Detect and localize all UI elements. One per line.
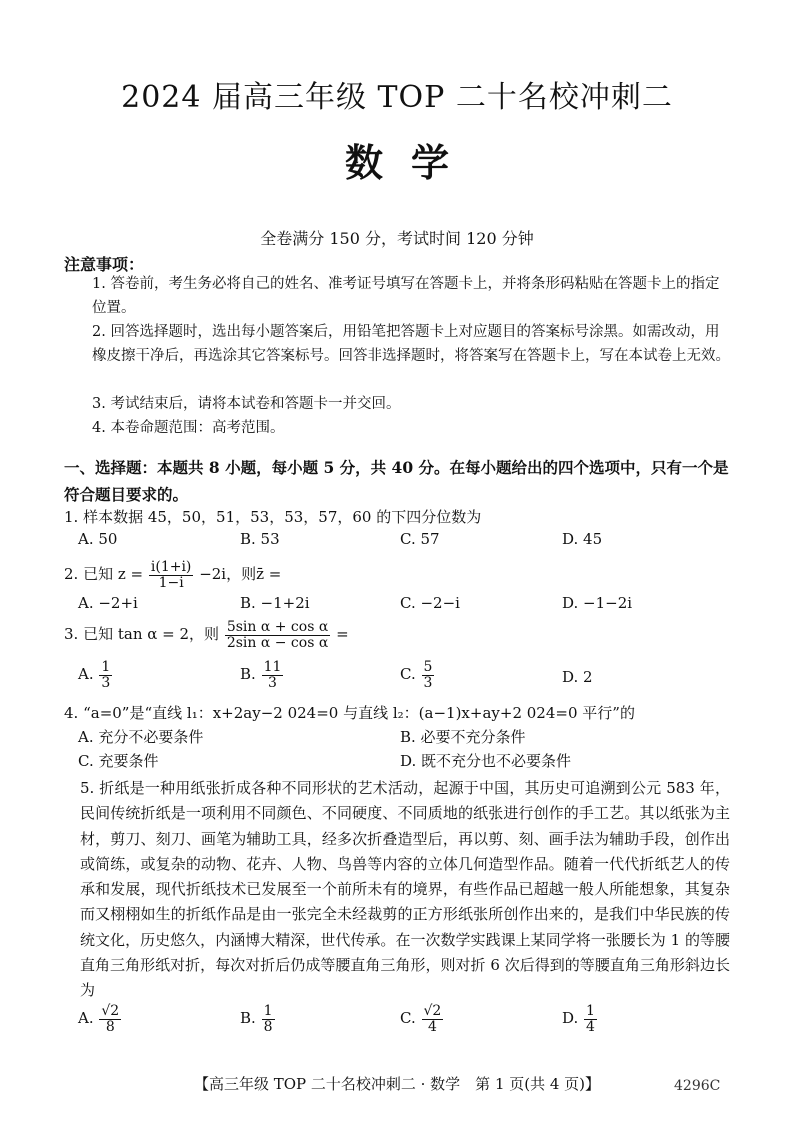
q3-stem-a: 3. 已知 tan α = 2，则: [64, 625, 220, 644]
q3-option-a-fraction: [99, 660, 112, 690]
q5-option-a-label: A.: [78, 1009, 94, 1028]
notice-item-4: 4. 本卷命题范围：高考范围。: [92, 420, 285, 436]
q3-fraction: [225, 620, 330, 650]
q5-option-d: [562, 1004, 598, 1034]
q5-option-d-num: 1: [586, 1003, 595, 1019]
notice-heading: 注意事项：: [64, 255, 145, 274]
q5-option-c-den: 4: [427, 1018, 437, 1035]
q3-option-a-label: A.: [78, 665, 94, 684]
score-line: 全卷满分 150 分，考试时间 120 分钟: [260, 229, 534, 248]
q3-option-b-den: 3: [268, 674, 277, 691]
q5-option-c-fraction: [422, 1004, 444, 1034]
q1-stem: 1. 样本数据 45，50，51，53，53，57，60 的下四分位数为: [64, 508, 482, 526]
q5-option-c: [400, 1004, 444, 1034]
section-heading: 一、选择题：本题共 8 小题，每小题 5 分，共 40 分。在每小题给出的四个选项中，只有一个是符合题目要求的。: [64, 458, 729, 504]
q2-option-a: A. −2+i: [78, 594, 138, 612]
q5-option-b: [240, 1004, 276, 1034]
q4-stem: 4. “a=0”是“直线 l₁：x+2ay−2 024=0 与直线 l₂：(a−1)x+ay+2 024=0 平行”的: [64, 704, 635, 722]
q5-option-c-label: C.: [400, 1009, 416, 1028]
q2-stem: [64, 560, 281, 590]
q3-option-b-num: 11: [263, 659, 282, 675]
q1-option-a: A. 50: [78, 530, 118, 548]
q2-frac-denominator: 1−i: [158, 574, 184, 591]
q5-option-d-label: D.: [562, 1009, 579, 1028]
q1-option-c: C. 57: [400, 530, 440, 548]
exam-title: 2024 届高三年级 TOP 二十名校冲刺二: [121, 80, 673, 115]
q3-option-c-label: C.: [400, 665, 416, 684]
q3-option-c: [400, 660, 435, 690]
q3-option-c-num: 5: [423, 659, 433, 675]
notice-item-3: 3. 考试结束后，请将本试卷和答题卡一并交回。: [92, 396, 401, 412]
q3-stem-b: =: [336, 625, 349, 644]
q4-option-c: C. 充要条件: [78, 752, 159, 770]
q5-option-d-den: 4: [586, 1018, 595, 1035]
q5-option-b-label: B.: [240, 1009, 256, 1028]
q3-option-d: D. 2: [562, 668, 593, 686]
page-footer: 【高三年级 TOP 二十名校冲刺二 · 数学 第 1 页(共 4 页)】: [193, 1075, 601, 1093]
q4-option-b: B. 必要不充分条件: [400, 728, 526, 746]
q3-option-b-fraction: [262, 660, 284, 690]
q3-option-c-fraction: [422, 660, 435, 690]
q1-option-d: D. 45: [562, 530, 603, 548]
q4-option-a: A. 充分不必要条件: [78, 728, 204, 746]
q1-option-b: B. 53: [240, 530, 280, 548]
q3-option-b-label: B.: [240, 665, 256, 684]
q2-option-b: B. −1+2i: [240, 594, 310, 612]
q5-option-a: [78, 1004, 122, 1034]
q5-option-b-den: 8: [263, 1018, 273, 1035]
q2-stem-a: 2. 已知 z =: [64, 565, 144, 584]
q2-fraction: [149, 560, 194, 590]
q2-option-d: D. −1−2i: [562, 594, 633, 612]
q5-option-d-fraction: [584, 1004, 597, 1034]
q5-option-b-num: 1: [263, 1003, 273, 1019]
q3-option-b: [240, 660, 284, 690]
q5-option-c-num: √2: [423, 1003, 442, 1019]
q3-option-c-den: 3: [423, 674, 433, 691]
q3-option-a-num: 1: [101, 659, 111, 675]
q5-text: 5. 折纸是一种用纸张折成各种不同形状的艺术活动，起源于中国，其历史可追溯到公元 583 年，民间传统折纸是一项利用不同颜色、不同硬度、不同质地的纸张进行创作的手工艺。其以纸张为主材，剪刀、刻刀、画笔为辅助工具，经多次折叠造型后，再以剪、刻、画手法为辅助手段，创作出或简练，或复杂的动物、花卉、人物、鸟兽等内容的立体几何造型作品。随着一代代折纸艺人的传承和发展，现代折纸技术已发展至一个前所未有的境界，有些作品已超越一般人所能想象，其复杂而又栩栩如生的折纸作品是由一张完全未经裁剪的正方形纸张所创作出来的，是我们中华民族的传统文化，历史悠久，内涵博大精深，世代传承。在一次数学实践课上某同学将一张腰长为 1 的等腰直角三角形纸对折，每次对折后仍成等腰直角三角形，则对折 6 次后得到的等腰直角三角形斜边长为: [80, 779, 730, 1000]
paper-code: 4296C: [674, 1078, 721, 1094]
q3-option-a-den: 3: [101, 674, 111, 691]
q4-option-d: D. 既不充分也不必要条件: [400, 752, 572, 770]
notice-item-2: 2. 回答选择题时，选出每小题答案后，用铅笔把答题卡上对应题目的答案标号涂黑。如需改动，用橡皮擦干净后，再选涂其它答案标号。回答非选择题时，将答案写在答题卡上，写在本试卷上无效。: [92, 324, 730, 364]
q5-option-b-fraction: [262, 1004, 275, 1034]
notice-item-1: 1. 答卷前，考生务必将自己的姓名、准考证号填写在答题卡上，并将条形码粘贴在答题卡上的指定位置。: [92, 276, 720, 316]
q3-frac-denominator: 2sin α − cos α: [226, 634, 329, 651]
q5-option-a-num: √2: [101, 1003, 120, 1019]
q3-stem: [64, 620, 349, 650]
q2-frac-numerator: i(1+i): [150, 559, 192, 575]
q3-frac-numerator: 5sin α + cos α: [226, 619, 329, 635]
q3-option-a: [78, 660, 113, 690]
q2-option-c: C. −2−i: [400, 594, 460, 612]
subject-title: 数学: [344, 140, 477, 185]
q5-option-a-den: 8: [105, 1018, 115, 1035]
q5-option-a-fraction: [99, 1004, 121, 1034]
q2-stem-b: −2i，则z̄ =: [199, 565, 282, 584]
